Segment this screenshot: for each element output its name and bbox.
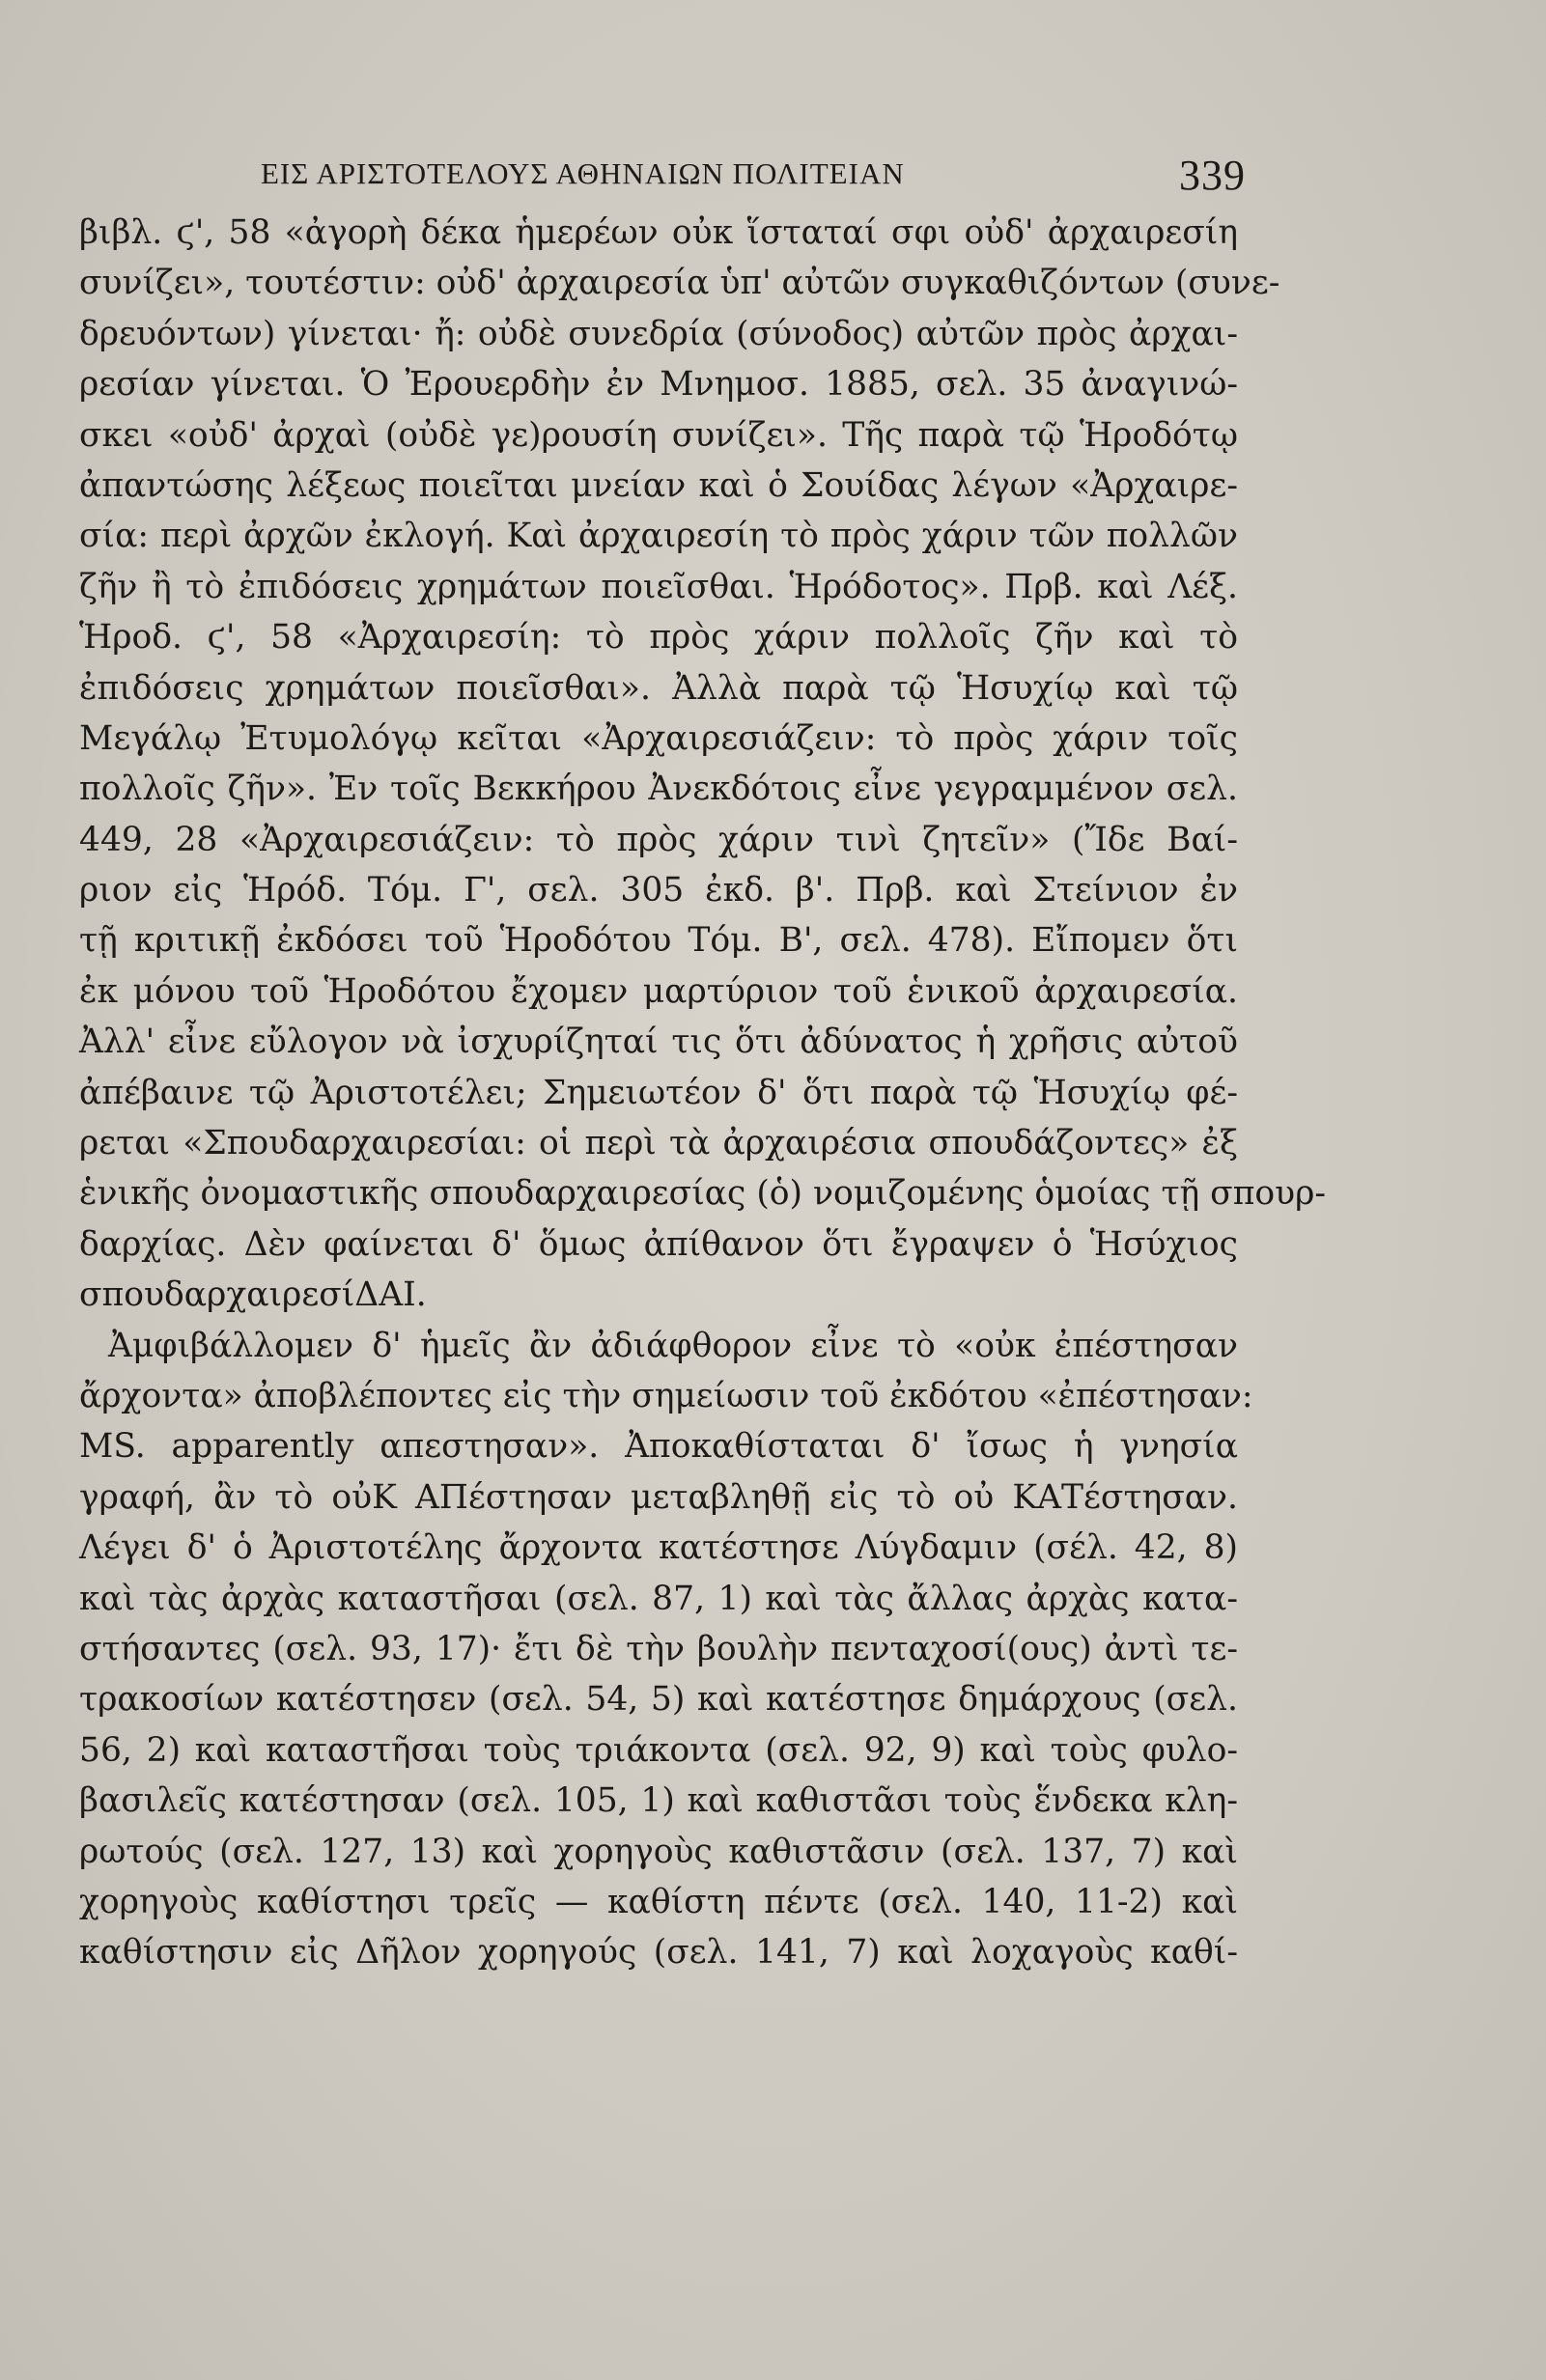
text-line: σία: περὶ ἀρχῶν ἐκλογή. Καὶ ἀρχαιρεσίη τὸ πρὸς χάριν τῶν πολλῶν [79,517,1238,556]
text-line: ἑνικῆς ὀνομαστικῆς σπουδαρχαιρεσίας (ὁ) νομιζομένης ὁμοίας τῇ σπουρ- [79,1174,1327,1214]
text-line: δρευόντων) γίνεται· ἤ: οὐδὲ συνεδρία (σύνοδος) αὐτῶν πρὸς ἀρχαι- [79,314,1238,353]
text-line: Ἀλλ' εἶνε εὔλογον νὰ ἰσχυρίζηταί τις ὅτι ἀδύνατος ἡ χρῆσις αὐτοῦ [79,1022,1238,1062]
text-line: χορηγοὺς καθίστησι τρεῖς — καθίστη πέντε (σελ. 140, 11-2) καὶ [79,1882,1238,1921]
text-line: ἐκ μόνου τοῦ Ἡροδότου ἔχομεν μαρτύριον τοῦ ἑνικοῦ ἀρχαιρεσία. [79,971,1238,1011]
text-line: ἄρχοντα» ἀποβλέποντες εἰς τὴν σημείωσιν τοῦ ἐκδότου «ἐπέστησαν: [79,1376,1253,1415]
page-number: 339 [1179,152,1246,199]
text-line: Μεγάλῳ Ἐτυμολόγῳ κεῖται «Ἀρχαιρεσιάζειν: τὸ πρὸς χάριν τοῖς [79,718,1238,758]
text-line: ρωτούς (σελ. 127, 13) καὶ χορηγοὺς καθιστᾶσιν (σελ. 137, 7) καὶ [79,1832,1238,1871]
text-line: MS. apparently απεστησαν». Ἀποκαθίσταται δ' ἴσως ἡ γνησία [79,1427,1238,1467]
text-line: τῇ κριτικῇ ἐκδόσει τοῦ Ἡροδότου Τόμ. Β', σελ. 478). Εἴπομεν ὅτι [79,921,1238,961]
text-line: γραφή, ἂν τὸ οὐΚ ΑΠέστησαν μεταβληθῇ εἰς τὸ οὐ ΚΑΤέστησαν. [79,1477,1238,1517]
text-line: καὶ τὰς ἀρχὰς καταστῆσαι (σελ. 87, 1) καὶ τὰς ἄλλας ἀρχὰς κατα- [79,1579,1238,1618]
text-line: σπουδαρχαιρεσίΔΑΙ. [79,1275,427,1315]
body-text [79,208,1327,1978]
text-line: ἀπαντώσης λέξεως ποιεῖται μνείαν καὶ ὁ Σουίδας λέγων «Ἀρχαιρε- [79,465,1238,505]
text-line: καθίστησιν εἰς Δῆλον χορηγούς (σελ. 141, 7) καὶ λοχαγοὺς καθί- [79,1933,1238,1973]
text-line: ρεσίαν γίνεται. Ὁ Ἐρουερδὴν ἐν Μνημοσ. 1885, σελ. 35 ἀναγινώ- [79,365,1238,405]
text-line: ριον εἰς Ἡρόδ. Τόμ. Γ', σελ. 305 ἐκδ. β'. Πρβ. καὶ Στείνιον ἐν [79,871,1238,910]
text-line: βιβλ. ϛ', 58 «ἀγορὴ δέκα ἡμερέων οὐκ ἵσταταί σφι οὐδ' ἀρχαιρεσίη [79,213,1238,252]
text-line: Λέγει δ' ὁ Ἀριστοτέλης ἄρχοντα κατέστησε Λύγδαμιν (σέλ. 42, 8) [79,1528,1238,1568]
text-line: 449, 28 «Ἀρχαιρεσιάζειν: τὸ πρὸς χάριν τινὶ ζητεῖν» (Ἴδε Βαί- [79,820,1238,859]
text-line: στήσαντες (σελ. 93, 17)· ἔτι δὲ τὴν βουλὴν πενταχοσί(ους) ἀντὶ τε- [79,1629,1238,1668]
text-line: τρακοσίων κατέστησεν (σελ. 54, 5) καὶ κατέστησε δημάρχους (σελ. [79,1680,1238,1720]
text-line: ἐπιδόσεις χρημάτων ποιεῖσθαι». Ἀλλὰ παρὰ τῷ Ἡσυχίῳ καὶ τῷ [79,668,1238,708]
text-line: συνίζει», τουτέστιν: οὐδ' ἀρχαιρεσία ὑπ' αὐτῶν συγκαθιζόντων (συνε- [79,264,1280,303]
text-line: Ἡροδ. ϛ', 58 «Ἀρχαιρεσίη: τὸ πρὸς χάριν πολλοῖς ζῆν καὶ τὸ [79,618,1238,658]
running-title: ΕΙΣ ΑΡΙΣΤΟΤΕΛΟΥΣ ΑΘΗΝΑΙΩΝ ΠΟΛΙΤΕΙΑΝ [261,156,905,190]
text-line: σκει «οὐδ' ἀρχαὶ (οὐδὲ γε)ρουσίη συνίζει». Τῆς παρὰ τῷ Ἡροδότῳ [79,415,1238,455]
text-line: ἀπέβαινε τῷ Ἀριστοτέλει; Σημειωτέον δ' ὅτι παρὰ τῷ Ἡσυχίῳ φέ- [79,1073,1238,1112]
text-line: 56, 2) καὶ καταστῆσαι τοὺς τριάκοντα (σελ. 92, 9) καὶ τοὺς φυλο- [79,1730,1238,1770]
text-line: ρεται «Σπουδαρχαιρεσίαι: οἱ περὶ τὰ ἀρχαιρέσια σπουδάζοντες» ἐξ [79,1124,1238,1163]
text-line: βασιλεῖς κατέστησαν (σελ. 105, 1) καὶ καθιστᾶσι τοὺς ἕνδεκα κλη- [79,1781,1238,1821]
text-line: Ἀμφιβάλλομεν δ' ἡμεῖς ἂν ἀδιάφθορον εἶνε τὸ «οὐκ ἐπέστησαν [108,1326,1238,1365]
text-line: πολλοῖς ζῆν». Ἐν τοῖς Βεκκήρου Ἀνεκδότοις εἶνε γεγραμμένον σελ. [79,770,1238,809]
text-line: δαρχίας. Δὲν φαίνεται δ' ὅμως ἀπίθανον ὅτι ἔγραψεν ὁ Ἡσύχιος [79,1224,1238,1264]
text-line: ζῆν ἢ τὸ ἐπιδόσεις χρημάτων ποιεῖσθαι. Ἡρόδοτος». Πρβ. καὶ Λέξ. [79,567,1238,606]
page-header [261,143,1246,201]
